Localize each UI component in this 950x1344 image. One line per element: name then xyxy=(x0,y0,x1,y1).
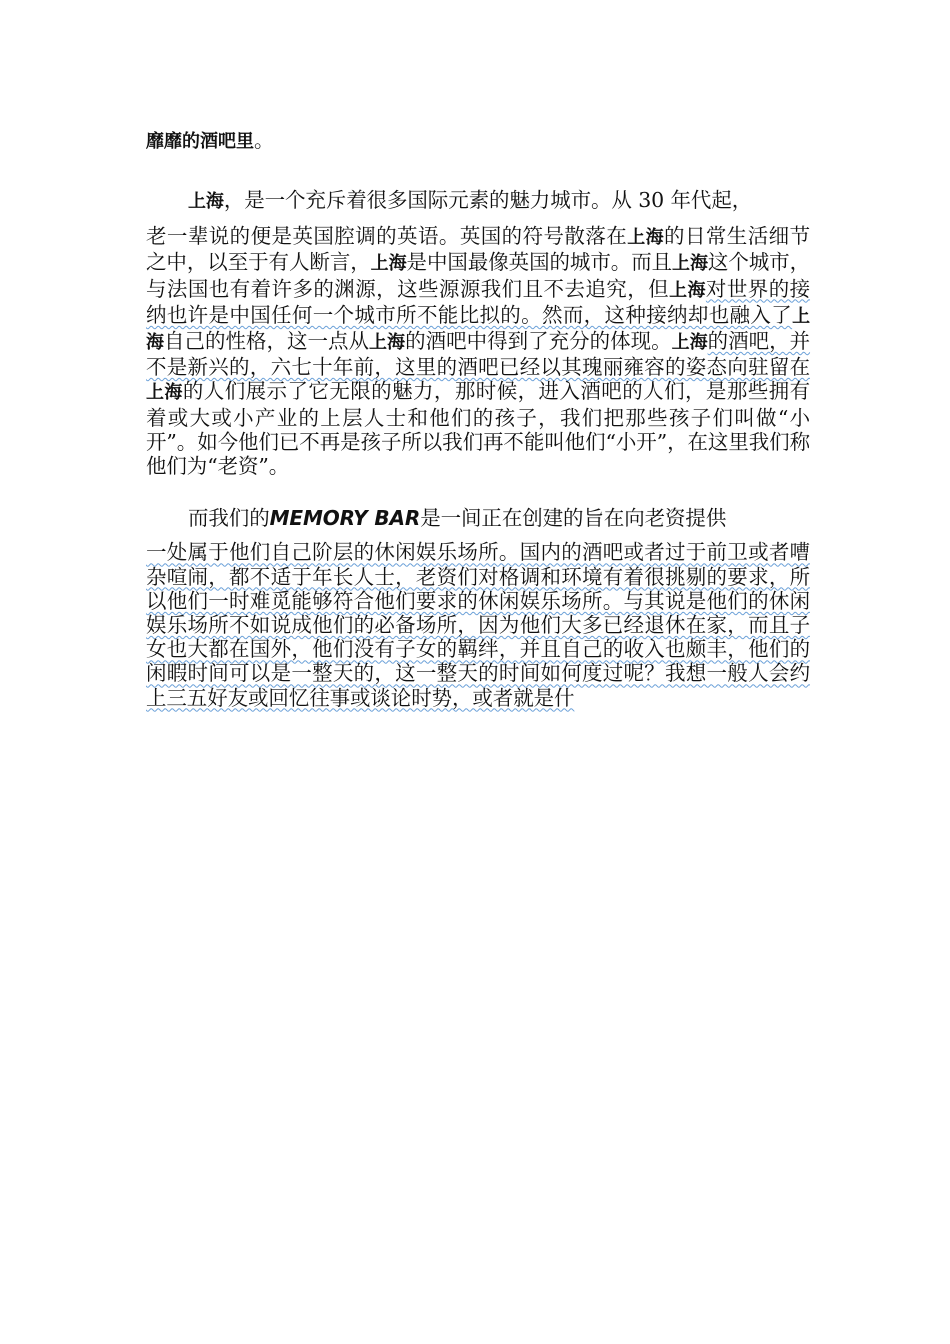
lead-line-text: 靡靡的酒吧里 xyxy=(146,131,254,152)
paragraph-memory-bar xyxy=(146,506,810,710)
city-name: 上海 xyxy=(669,279,706,301)
paragraph-text: 老一辈说的便是英国腔调的英语。英国的符号散落在 xyxy=(146,224,628,249)
paragraph-1-first-line xyxy=(146,188,810,214)
paragraph-2-first-line xyxy=(146,506,810,530)
paragraph-text-underlined: 的酒吧，并不是新兴的，六七十年前，这里的酒吧已经以其瑰丽雍容的姿态向驻留在 xyxy=(146,329,811,380)
city-name: 上海 xyxy=(146,305,810,354)
city-name: 上海 xyxy=(370,253,407,275)
city-name: 上海 xyxy=(627,227,665,249)
paragraph-text: 的人们展示了它无限的魅力，那时候，进入酒吧的人们，是那些拥有着或大或小产业的上层人士和他们的孩子，我们把那些孩子们叫做“小开”。如今他们已不再是孩子所以我们再不能叫他们“小开”，在这里我们称他们为“老资”。 xyxy=(146,379,811,479)
paragraph-text: 的日常生活细节之中，以至于有人断言， xyxy=(146,224,810,275)
paragraph-text: 这个城市，与法国也有着许多的渊源，这些源源我们且不去追究，但 xyxy=(146,250,811,301)
city-name: 上海 xyxy=(672,253,708,275)
lead-line-punct: 。 xyxy=(254,128,274,152)
city-name: 上海 xyxy=(188,191,224,212)
city-name: 上海 xyxy=(146,382,183,404)
paragraph-shanghai xyxy=(146,188,810,478)
brand-name: MEMORY BAR xyxy=(269,506,421,531)
paragraph-text-underlined: 对世界的接纳也许是中国任何一个城市所不能比拟的。然而，这种接纳却也融入了 xyxy=(146,276,811,327)
lead-line xyxy=(146,128,810,154)
paragraph-text: 的酒吧中得到了充分的体现。 xyxy=(405,329,672,354)
paragraph-text-underlined: 一处属于他们自己阶层的休闲娱乐场所。国内的酒吧或者过于前卫或者嘈杂喧闹，都不适于年长人士，老资们对格调和环境有着很挑剔的要求，所以他们一时难觅能够符合他们要求的休闲娱乐场所。与其说是他们的休闲娱乐场所不如说成他们的必备场所，因为他们大多已经退休在家，而且子女也大都在国外，他们没有子女的羁绊，并且自己的收入也颇丰，他们的闲暇时间可以是一整天的，这一整天的时间如何度过呢？我想一般人会约上三五好友或回忆往事或谈论时势，或者就是什 xyxy=(146,540,810,710)
city-name: 上海 xyxy=(671,332,708,354)
paragraph-text: 自己的性格，这一点从 xyxy=(164,329,370,354)
city-name: 上海 xyxy=(369,332,406,354)
document-page xyxy=(146,128,810,710)
paragraph-text: 而我们的 xyxy=(188,506,270,531)
paragraph-text: 是中国最像英国的城市。而且 xyxy=(406,250,673,275)
paragraph-text: 是一间正在创建的旨在向老资提供 xyxy=(420,506,727,531)
paragraph-text: ，是一个充斥着很多国际元素的魅力城市。从 30 年代起， xyxy=(223,188,753,212)
